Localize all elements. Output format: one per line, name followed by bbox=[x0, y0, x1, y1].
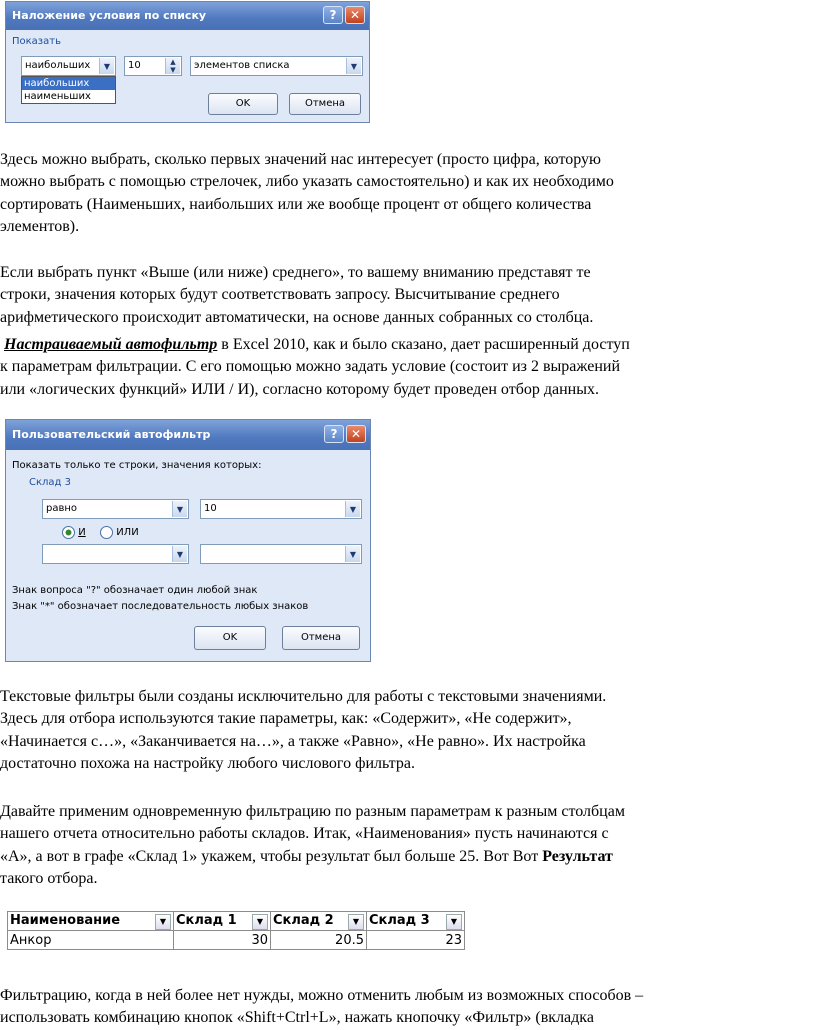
paragraph-top10-description: Здесь можно выбрать, сколько первых значений нас интересует (просто цифра, которую можно выбрать с помощью стрелочек, либо указать самостоятельно) и как их необходимо сортировать (Наименьших, наибольших или же вообще процент от общего количества элементов). bbox=[0, 151, 614, 235]
dialog-title: Наложение условия по списку bbox=[12, 9, 207, 22]
paragraph-text-filters: Текстовые фильтры были созданы исключительно для работы с текстовыми значениями. Здесь для отбора используются такие параметры, как: «Содержит», «Не содержит», «Начинается с…», «Заканчивается на…», а также «Равно», «Не равно». Их настройка достаточно похожа на настройку любого числового фильтра. bbox=[0, 688, 607, 772]
hint-asterisk: Знак "*" обозначает последовательность любых знаков bbox=[12, 601, 309, 612]
filter-active-icon[interactable]: ▼ bbox=[155, 914, 171, 930]
mode-select[interactable]: наибольших ▼ bbox=[21, 56, 116, 76]
paragraph-cancel-filter: Фильтрацию, когда в ней более нет нужды, можно отменить любым из возможных способов – использовать комбинацию кнопок «Shift+Ctrl+L», нажать кнопочку «Фильтр» (вкладка bbox=[0, 987, 644, 1027]
filter-prompt: Показать только те строки, значения которых: bbox=[12, 460, 262, 471]
close-icon[interactable]: ✕ bbox=[346, 425, 366, 443]
spinner-arrows-icon[interactable]: ▲ ▼ bbox=[165, 58, 180, 74]
value1-select[interactable]: 10 ▼ bbox=[200, 499, 362, 519]
filter-active-icon[interactable]: ▼ bbox=[252, 914, 268, 930]
dialog-titlebar bbox=[6, 420, 370, 450]
chevron-down-icon[interactable]: ▼ bbox=[99, 58, 114, 74]
unit-select[interactable]: элементов списка ▼ bbox=[190, 56, 363, 76]
mode-dropdown-list bbox=[21, 76, 116, 104]
value2-select[interactable] bbox=[200, 544, 362, 564]
paragraph-above-average: Если выбрать пункт «Выше (или ниже) среднего», то вашему вниманию представят те строки, значения которых будут соответствовать запросу. Высчитывание среднего арифметического происходит автоматически, на основе данных собранных со столбца. bbox=[0, 264, 594, 326]
hint-question-mark: Знак вопроса "?" обозначает один любой знак bbox=[12, 585, 258, 596]
help-icon[interactable]: ? bbox=[323, 6, 343, 24]
column-group-label: Склад 3 bbox=[29, 477, 71, 488]
or-radio[interactable]: ИЛИ bbox=[100, 526, 139, 539]
ok-button[interactable]: OK bbox=[194, 626, 266, 650]
count-spinner[interactable]: 10 ▲ ▼ bbox=[124, 56, 182, 76]
top10-filter-dialog bbox=[5, 1, 370, 123]
header-name: Наименование ▼ bbox=[8, 912, 174, 931]
table-row bbox=[8, 931, 465, 950]
chevron-down-icon[interactable]: ▼ bbox=[172, 501, 187, 517]
and-radio[interactable]: И bbox=[62, 526, 86, 539]
table-cell: 30 bbox=[174, 931, 271, 950]
chevron-down-icon[interactable]: ▼ bbox=[345, 501, 360, 517]
table-header-row bbox=[8, 912, 465, 931]
paragraph-custom-autofilter: Настраиваемый автофильтр в Excel 2010, как и было сказано, дает расширенный доступ к параметрам фильтрации. С его помощью можно задать условие (состоит из 2 выражений или «логических функций» ИЛИ / И), согласно которому будет проведен отбор данных. bbox=[0, 336, 630, 398]
header-sklad2: Склад 2 ▼ bbox=[271, 912, 367, 931]
result-term: Результат bbox=[542, 847, 613, 865]
help-icon[interactable]: ? bbox=[324, 425, 344, 443]
table-cell: 20.5 bbox=[271, 931, 367, 950]
option-largest[interactable]: наибольших bbox=[22, 77, 115, 90]
paragraph-combined-filter: Давайте применим одновременную фильтрацию по разным параметрам к разным столбцам нашего отчета относительно работы складов. Итак, «Наименования» пусть начинаются с «А», а вот в графе «Склад 1» укажем, чтобы результат был больше 25. Вот Вот Результат такого отбора. bbox=[0, 803, 625, 887]
table-cell: 23 bbox=[367, 931, 465, 950]
filter-dropdown-icon[interactable]: ▼ bbox=[446, 914, 462, 930]
radio-empty-icon bbox=[100, 526, 113, 539]
dialog-title: Пользовательский автофильтр bbox=[12, 428, 211, 441]
chevron-down-icon[interactable]: ▼ bbox=[345, 546, 360, 562]
operator2-select[interactable] bbox=[42, 544, 189, 564]
cancel-button[interactable]: Отмена bbox=[289, 93, 361, 115]
custom-autofilter-term: Настраиваемый автофильтр bbox=[4, 336, 218, 353]
show-group-label: Показать bbox=[12, 36, 61, 47]
close-icon[interactable]: ✕ bbox=[345, 6, 365, 24]
table-cell: Анкор bbox=[8, 931, 174, 950]
cancel-button[interactable]: Отмена bbox=[282, 626, 360, 650]
chevron-down-icon[interactable]: ▼ bbox=[346, 58, 361, 74]
header-sklad1: Склад 1 ▼ bbox=[174, 912, 271, 931]
filter-dropdown-icon[interactable]: ▼ bbox=[348, 914, 364, 930]
dialog-titlebar bbox=[6, 2, 369, 30]
header-sklad3: Склад 3 ▼ bbox=[367, 912, 465, 931]
ok-button[interactable]: OK bbox=[208, 93, 278, 115]
chevron-down-icon[interactable]: ▼ bbox=[172, 546, 187, 562]
operator1-select[interactable]: равно ▼ bbox=[42, 499, 189, 519]
custom-autofilter-dialog bbox=[5, 419, 371, 662]
result-table bbox=[7, 911, 465, 950]
radio-selected-icon bbox=[62, 526, 75, 539]
option-smallest[interactable]: наименьших bbox=[24, 91, 91, 102]
